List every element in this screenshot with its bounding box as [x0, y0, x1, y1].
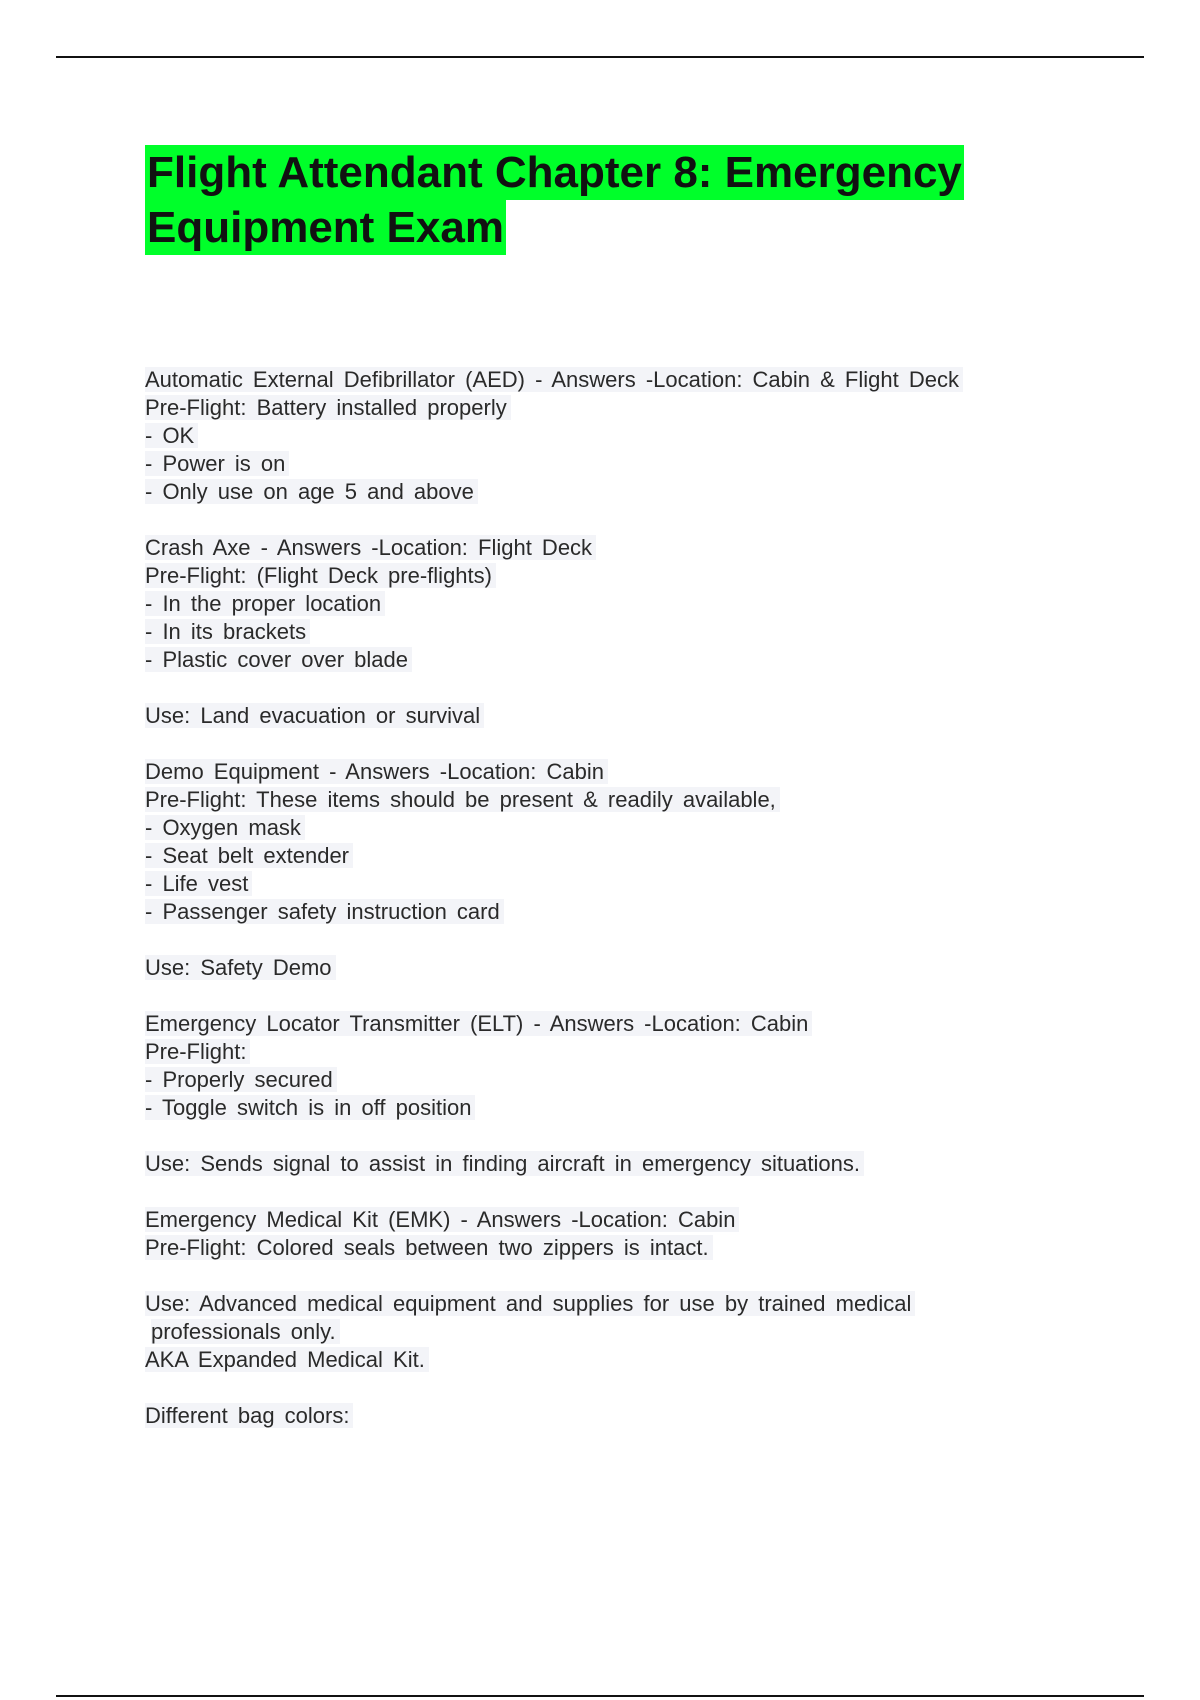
entry-use: Use: Land evacuation or survival	[145, 703, 484, 728]
entry-line: - Oxygen mask	[145, 815, 305, 840]
entry-line: - In the proper location	[145, 591, 385, 616]
entry-line: - Passenger safety instruction card	[145, 899, 504, 924]
entry-line: - Plastic cover over blade	[145, 647, 412, 672]
entry-heading: Crash Axe - Answers -Location: Flight Deck	[145, 535, 596, 560]
entry-line: - Power is on	[145, 451, 289, 476]
entry-use: Use: Safety Demo	[145, 955, 336, 980]
header-rule	[56, 56, 1144, 58]
title-line-1: Flight Attendant Chapter 8: Emergency	[145, 145, 964, 200]
entry-line: - OK	[145, 423, 198, 448]
footer-rule	[56, 1695, 1144, 1697]
entry-use: Use: Advanced medical equipment and supplies for use by trained medical	[145, 1291, 915, 1316]
entry-line: - Toggle switch is in off position	[145, 1095, 475, 1120]
entry-line: Pre-Flight: These items should be present & readily available,	[145, 787, 780, 812]
document-title	[145, 145, 1045, 255]
entry-line: - Properly secured	[145, 1067, 337, 1092]
entry-heading: Automatic External Defibrillator (AED) - Answers -Location: Cabin & Flight Deck	[145, 367, 963, 392]
entry-elt	[145, 1010, 1075, 1178]
entry-line: Pre-Flight:	[145, 1039, 250, 1064]
entry-line: Pre-Flight: (Flight Deck pre-flights)	[145, 563, 496, 588]
entry-heading: Emergency Medical Kit (EMK) - Answers -Location: Cabin	[145, 1207, 739, 1232]
entry-line: - Only use on age 5 and above	[145, 479, 478, 504]
entry-line: Pre-Flight: Battery installed properly	[145, 395, 511, 420]
entry-emk	[145, 1206, 1075, 1430]
entry-use: Use: Sends signal to assist in finding aircraft in emergency situations.	[145, 1151, 864, 1176]
entry-use-continued: professionals only.	[151, 1319, 340, 1344]
entry-line: Pre-Flight: Colored seals between two zippers is intact.	[145, 1235, 713, 1260]
entry-demo-equipment	[145, 758, 1075, 982]
document-body	[145, 366, 1075, 1430]
entry-crash-axe	[145, 534, 1075, 730]
entry-line: - Seat belt extender	[145, 843, 353, 868]
entry-heading: Demo Equipment - Answers -Location: Cabin	[145, 759, 608, 784]
entry-line: - Life vest	[145, 871, 252, 896]
title-line-2: Equipment Exam	[145, 200, 506, 255]
entry-aka: AKA Expanded Medical Kit.	[145, 1347, 429, 1372]
entry-heading: Emergency Locator Transmitter (ELT) - Answers -Location: Cabin	[145, 1011, 812, 1036]
entry-line: - In its brackets	[145, 619, 310, 644]
entry-bag-colors: Different bag colors:	[145, 1403, 353, 1428]
entry-aed	[145, 366, 1075, 506]
